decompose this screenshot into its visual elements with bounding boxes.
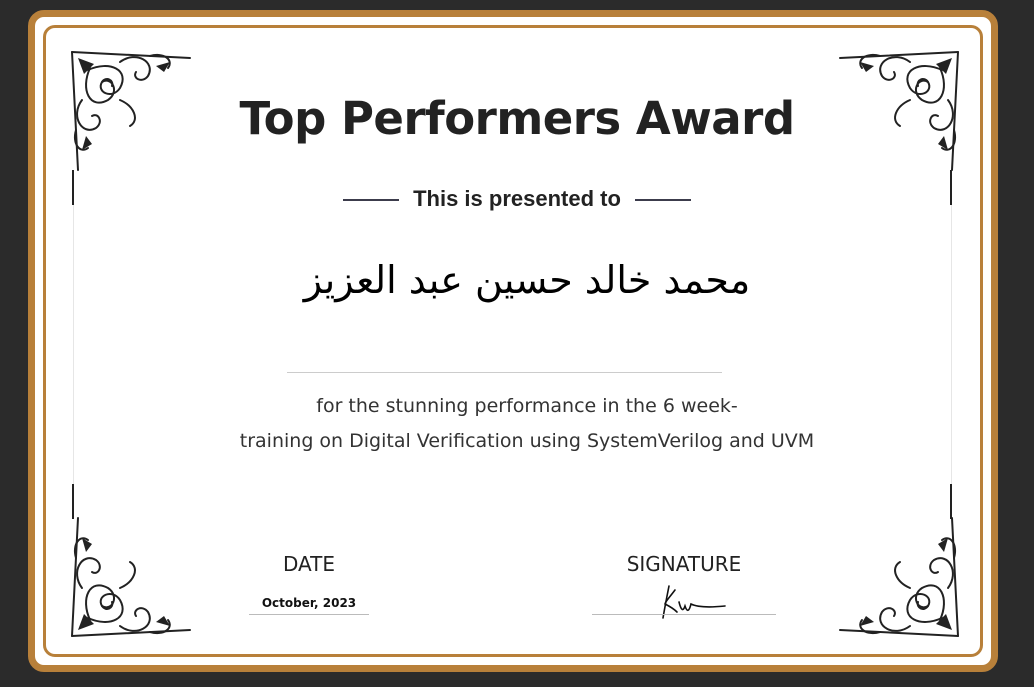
description-line-1: for the stunning performance in the 6 week- — [316, 395, 738, 417]
description-line-2: training on Digital Verification using SystemVerilog and UVM — [239, 430, 815, 452]
right-dash — [635, 199, 691, 201]
date-underline — [249, 614, 369, 615]
presented-to-label: This is presented to — [413, 186, 621, 211]
bottom-right-ornament-icon — [830, 508, 970, 648]
certificate-title: Top Performers Award — [239, 92, 795, 145]
signature-underline — [592, 614, 776, 615]
presented-to-line — [0, 186, 1034, 212]
signature-label: SIGNATURE — [626, 552, 742, 576]
date-label: DATE — [282, 552, 336, 576]
left-dash — [343, 199, 399, 201]
date-value: October, 2023 — [261, 596, 357, 610]
recipient-name: محمد خالد حسين عبد العزيز — [303, 258, 751, 302]
bottom-left-ornament-icon — [60, 508, 200, 648]
name-divider — [287, 372, 722, 373]
